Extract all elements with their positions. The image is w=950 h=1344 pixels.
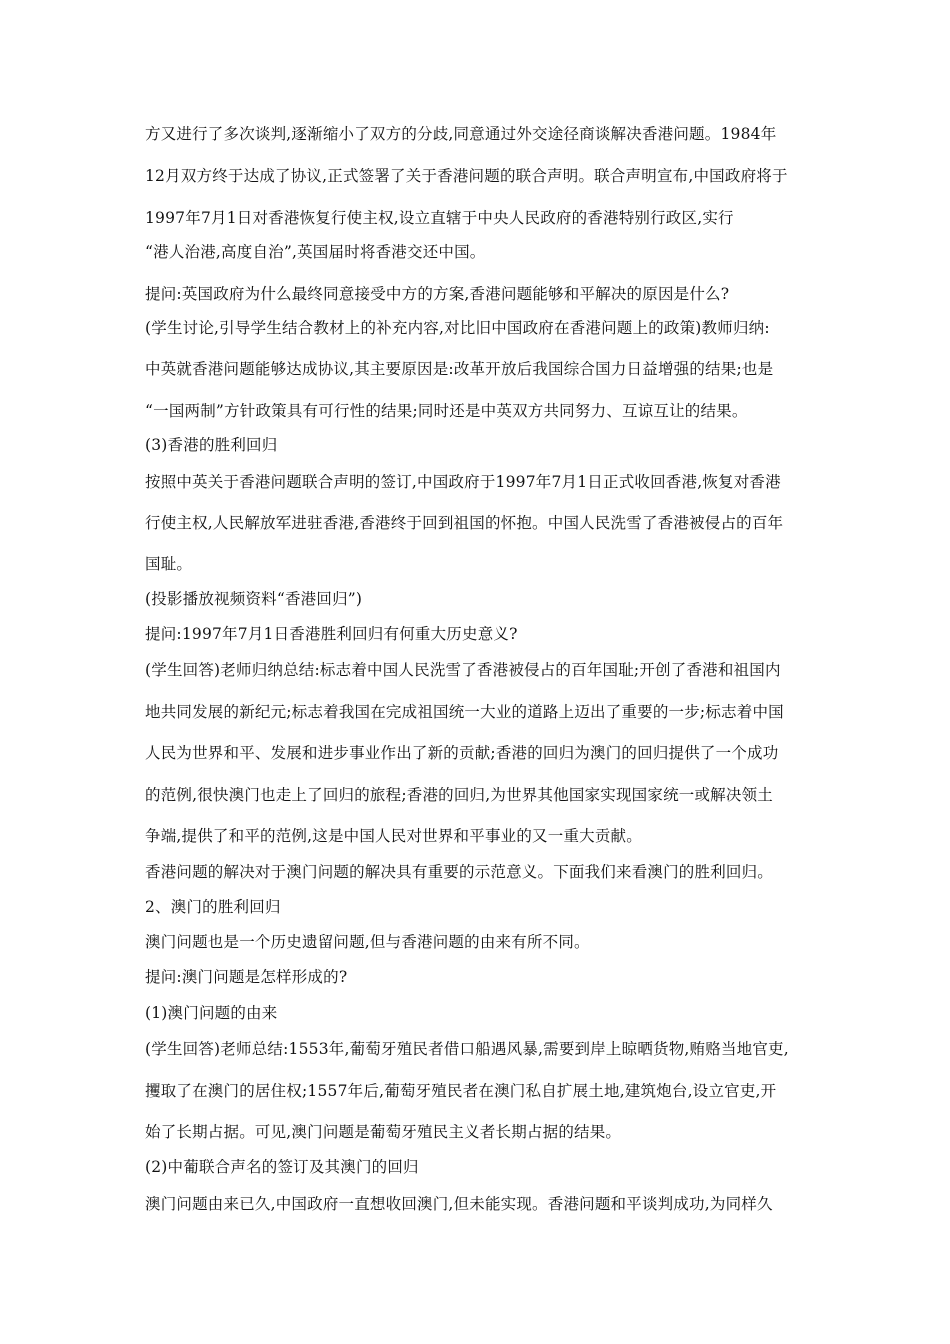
- text-line: 国耻。: [145, 555, 193, 573]
- text-line: 提问:澳门问题是怎样形成的?: [145, 968, 348, 986]
- text-line: 方又进行了多次谈判,逐渐缩小了双方的分歧,同意通过外交途径商谈解决香港问题。1984年: [145, 125, 777, 143]
- text-line: (投影播放视频资料“香港回归”): [145, 590, 363, 608]
- section-heading: (1)澳门问题的由来: [145, 1004, 278, 1022]
- text-line: 人民为世界和平、发展和进步事业作出了新的贡献;香港的回归为澳门的回归提供了一个成功: [145, 744, 779, 762]
- text-line: 澳门问题也是一个历史遗留问题,但与香港问题的由来有所不同。: [145, 933, 590, 951]
- text-line: 澳门问题由来已久,中国政府一直想收回澳门,但未能实现。香港问题和平谈判成功,为同样久: [145, 1195, 773, 1213]
- text-line: 始了长期占据。可见,澳门问题是葡萄牙殖民主义者长期占据的结果。: [145, 1123, 622, 1141]
- text-line: 地共同发展的新纪元;标志着我国在完成祖国统一大业的道路上迈出了重要的一步;标志着中国: [145, 703, 784, 721]
- section-heading: (2)中葡联合声名的签订及其澳门的回归: [145, 1158, 419, 1176]
- text-line: 1997年7月1日对香港恢复行使主权,设立直辖于中央人民政府的香港特别行政区,实行: [145, 209, 734, 227]
- text-line: 香港问题的解决对于澳门问题的解决具有重要的示范意义。下面我们来看澳门的胜利回归。: [145, 863, 774, 881]
- text-line: 提问:英国政府为什么最终同意接受中方的方案,香港问题能够和平解决的原因是什么?: [145, 285, 730, 303]
- text-line: 12月双方终于达成了协议,正式签署了关于香港问题的联合声明。联合声明宣布,中国政府将于: [145, 167, 788, 185]
- section-heading: 2、澳门的胜利回归: [145, 898, 281, 916]
- text-line: (学生回答)老师归纳总结:标志着中国人民洗雪了香港被侵占的百年国耻;开创了香港和祖国内: [145, 661, 781, 679]
- text-line: (学生回答)老师总结:1553年,葡萄牙殖民者借口船遇风暴,需要到岸上晾晒货物,贿赂当地官吏,: [145, 1040, 789, 1058]
- text-line: 行使主权,人民解放军进驻香港,香港终于回到祖国的怀抱。中国人民洗雪了香港被侵占的百年: [145, 514, 784, 532]
- text-line: 攫取了在澳门的居住权;1557年后,葡萄牙殖民者在澳门私自扩展土地,建筑炮台,设立官吏,开: [145, 1082, 777, 1100]
- text-line: 的范例,很快澳门也走上了回归的旅程;香港的回归,为世界其他国家实现国家统一或解决领土: [145, 786, 773, 804]
- section-heading: (3)香港的胜利回归: [145, 436, 278, 454]
- text-line: 按照中英关于香港问题联合声明的签订,中国政府于1997年7月1日正式收回香港,恢复对香港: [145, 473, 781, 491]
- text-line: 中英就香港问题能够达成协议,其主要原因是:改革开放后我国综合国力日益增强的结果;也是: [145, 360, 774, 378]
- text-line: “一国两制”方针政策具有可行性的结果;同时还是中英双方共同努力、互谅互让的结果。: [145, 402, 748, 420]
- text-line: “港人治港,高度自治”,英国届时将香港交还中国。: [145, 243, 486, 261]
- text-line: 争端,提供了和平的范例,这是中国人民对世界和平事业的又一重大贡献。: [145, 827, 642, 845]
- text-line: (学生讨论,引导学生结合教材上的补充内容,对比旧中国政府在香港问题上的政策)教师归纳:: [145, 319, 770, 337]
- text-line: 提问:1997年7月1日香港胜利回归有何重大历史意义?: [145, 625, 518, 643]
